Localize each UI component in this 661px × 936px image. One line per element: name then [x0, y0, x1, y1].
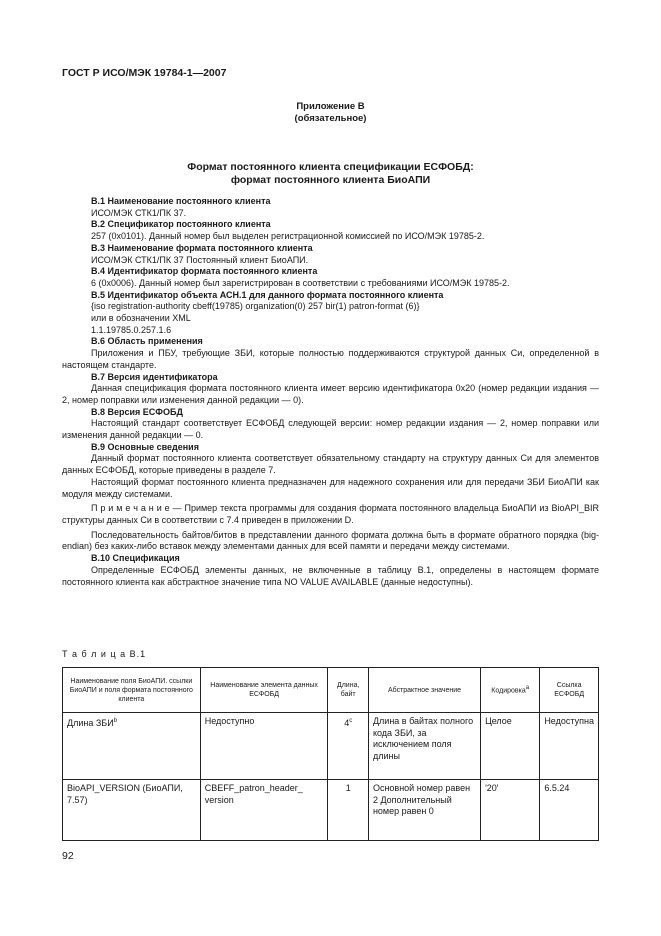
section-b6-heading: В.6 Область применения [91, 336, 203, 347]
column-header: Наименование поля БиоАПИ. ссылки БиоАПИ и поля формата постоянного клиента [63, 668, 201, 713]
section-b6-text: Приложения и ПБУ, требующие ЗБИ, которые полностью поддерживаются структурой данных Си, определенной в настоящем стандарте. [62, 348, 599, 370]
note-label: П р и м е ч а н и е [91, 503, 170, 514]
column-header [481, 668, 540, 713]
table-row [63, 780, 599, 841]
section-b8-text: Настоящий стандарт соответствует ЕСФОБД следующей версии: номер редакции издания — 2, номер поправки или изменения данной редакции — 0. [62, 418, 599, 441]
section-b4-heading: В.4 Идентификатор формата постоянного клиента [91, 266, 318, 277]
section-b9-text: Данный формат постоянного клиента соответствует обязательному стандарту на структуру данных Си для элементов данных ЕСФОБД, которые приведены в разделе 7. [62, 453, 599, 476]
column-header: Абстрактное значение [368, 668, 480, 713]
table-cell [328, 713, 368, 780]
cell-text: 4 [344, 718, 350, 728]
table-cell: Недоступна [540, 713, 599, 780]
column-header: Наименование элемента данных ЕСФОБД [200, 668, 328, 713]
section-b2-text: 257 (0x0101). Данный номер был выделен регистрационной комиссией по ИСО/МЭК 19785-2. [91, 231, 485, 242]
document-title-line1: Формат постоянного клиента спецификации ЕСФОБД: [187, 161, 474, 173]
section-b9-heading: В.9 Основные сведения [91, 441, 199, 452]
section-b5-text: 1.1.19785.0.257.1.6 [91, 324, 172, 335]
column-header: Ссылка ЕСФОБД [540, 668, 599, 713]
section-b9-text: Настоящий формат постоянного клиента предназначен для надежного сохранения или для передачи ЗБИ БиоАПИ как модуля между системами. [62, 476, 599, 499]
section-b7-text: Данная спецификация формата постоянного клиента имеет версию идентификатора 0x20 (номер редакции издания — 2, номер поправки или изменения данной редакции — 0). [62, 383, 599, 405]
table-cell: Недоступно [200, 713, 328, 780]
table-cell: '20' [481, 780, 540, 841]
table-caption: Т а б л и ц а В.1 [62, 649, 147, 659]
table-header-row [63, 668, 599, 713]
table-cell [63, 713, 201, 780]
cell-text: Длина ЗБИ [67, 718, 114, 728]
section-b3-heading: В.3 Наименование формата постоянного клиента [91, 242, 313, 253]
table-cell: BioAPI_VERSION (БиоАПИ, 7.57) [63, 780, 201, 841]
document-body [62, 196, 599, 588]
table-cell: CBEFF_patron_header_ version [200, 780, 328, 841]
document-title-line2: формат постоянного клиента БиоАПИ [230, 174, 431, 186]
section-b7-heading: В.7 Версия идентификатора [91, 371, 218, 382]
section-b1-text: ИСО/МЭК СТК1/ПК 37. [91, 207, 187, 218]
section-b3-text: ИСО/МЭК СТК1/ПК 37 Постоянный клиент БиоАПИ. [91, 254, 309, 265]
table-cell: 1 [328, 780, 368, 841]
section-b10-text: Определенные ЕСФОБД элементы данных, не включенные в таблицу В.1, определены в настоящем формате постоянного клиента как абстрактное значение типа NO VALUE AVAILABLE (данные недоступны). [62, 564, 599, 587]
note [62, 503, 599, 526]
section-b1-heading: В.1 Наименование постоянного клиента [91, 196, 271, 206]
table-cell: 6.5.24 [540, 780, 599, 841]
section-b9-text: Последовательность байтов/битов в представлении данного формата должна быть в формате обратного порядка (big-endian) без каких-либо вставок между элементами данных для всей памяти и передачи между системами. [62, 529, 599, 552]
annex-status: (обязательное) [294, 113, 367, 124]
table-cell: Целое [481, 713, 540, 780]
table-row [63, 713, 599, 780]
section-b10-heading: В.10 Спецификация [91, 553, 180, 564]
table-cell: Длина в байтах полного кода ЗБИ, за исключением поля длины [368, 713, 480, 780]
footnote-mark: c [349, 718, 353, 724]
section-b5-text: {iso registration-authority cbeff(19785) organization(0) 257 bir(1) patron-format (6)} [91, 301, 420, 312]
section-b8-heading: В.8 Версия ЕСФОБД [91, 406, 183, 417]
annex-title: Приложение В [296, 101, 365, 112]
note-text: — Пример текста программы для создания формата постоянного владельца БиоАПИ из BioAPI_BIR структуры данных Си в соответствии с 7.4 приведен в приложении D. [62, 503, 599, 525]
footnote-mark: b [113, 718, 118, 724]
section-b4-text: 6 (0x0006). Данный номер был зарегистрирован в соответствии с требованиями ИСО/МЭК 19785-2. [91, 277, 510, 288]
column-header: Длина, байт [328, 668, 368, 713]
table-cell: Основной номер равен 2 Дополнительный номер равен 0 [368, 780, 480, 841]
table-b1 [62, 667, 599, 841]
page-number: 92 [62, 850, 74, 862]
section-b5-heading: В.5 Идентификатор объекта АСН.1 для данного формата постоянного клиента [91, 289, 444, 300]
section-b2-heading: В.2 Спецификатор постоянного клиента [91, 219, 271, 230]
footnote-mark: a [525, 685, 530, 692]
column-header-text: Кодировка [491, 687, 526, 695]
section-b5-text: или в обозначении XML [91, 313, 191, 324]
document-header: ГОСТ Р ИСО/МЭК 19784-1—2007 [62, 67, 227, 79]
